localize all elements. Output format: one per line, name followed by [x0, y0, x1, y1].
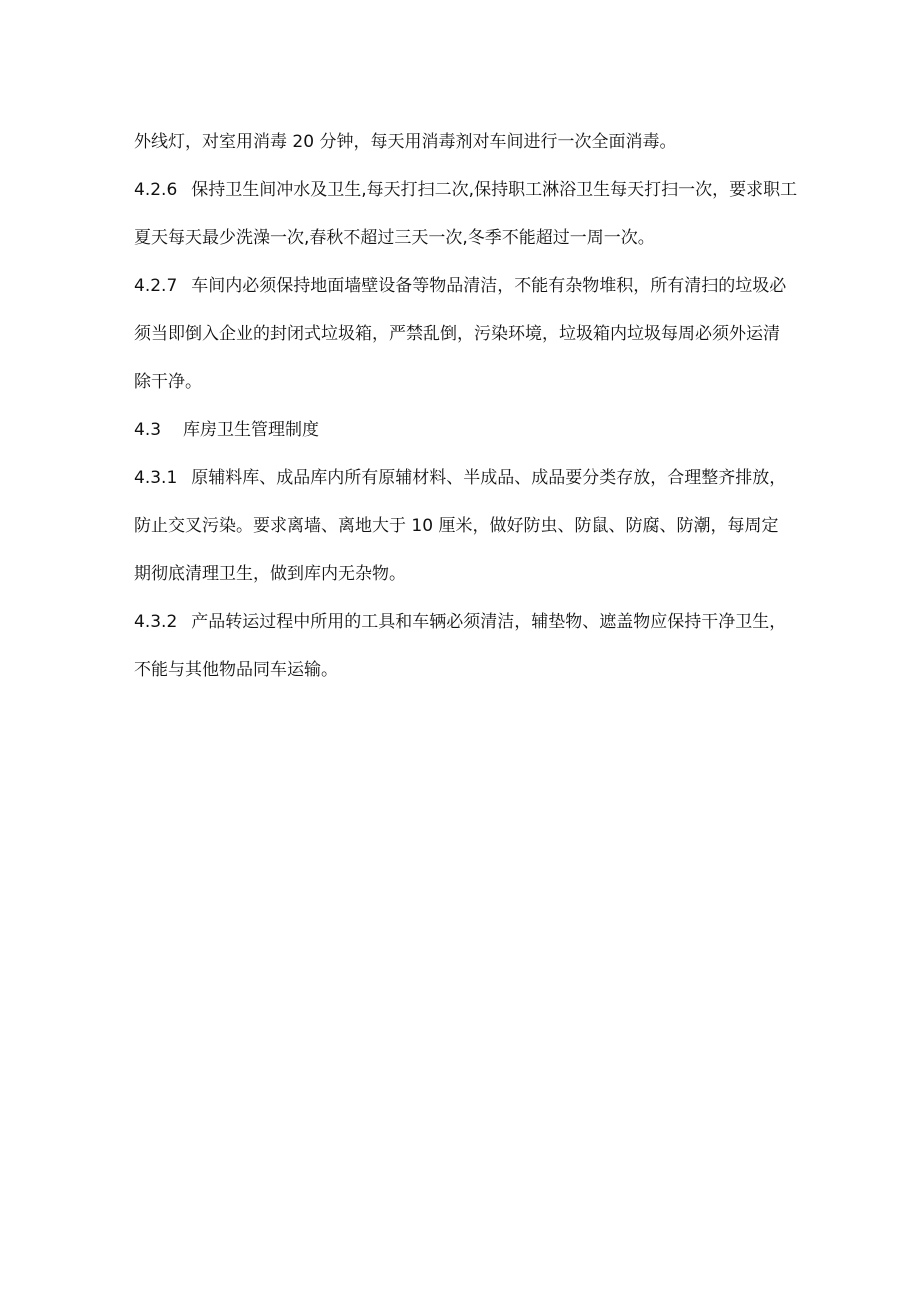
line-text: 期彻底清理卫生，做到库内无杂物。	[134, 564, 406, 584]
section-4-2-7-line-1	[134, 268, 794, 316]
section-4-3-1-line-2	[134, 508, 794, 556]
section-number: 4.2.6	[134, 180, 178, 200]
section-4-3-2-line-1	[134, 604, 794, 652]
line-text: 原辅料库、成品库内所有原辅材料、半成品、成品要分类存放，合理整齐排放，	[191, 468, 787, 488]
paragraph-line	[134, 124, 794, 172]
section-4-3-1-line-3	[134, 556, 794, 604]
section-4-2-6-line-2	[134, 220, 794, 268]
section-4-3-2-line-2	[134, 652, 794, 700]
section-4-3-1-line-1	[134, 460, 794, 508]
section-number: 4.3.2	[134, 612, 178, 632]
line-text: 须当即倒入企业的封闭式垃圾箱，严禁乱倒，污染环境，垃圾箱内垃圾每周必须外运清	[134, 324, 780, 344]
section-4-2-7-line-3	[134, 364, 794, 412]
line-text: 保持卫生间冲水及卫生,每天打扫二次,保持职工淋浴卫生每天打扫一次，要求职工	[191, 180, 798, 200]
section-4-3-heading	[134, 412, 794, 460]
line-text: 外线灯，对室用消毒 20 分钟，每天用消毒剂对车间进行一次全面消毒。	[134, 132, 677, 152]
section-title: 库房卫生管理制度	[183, 420, 320, 440]
line-text: 防止交叉污染。要求离墙、离地大于 10 厘米，做好防虫、防鼠、防腐、防潮，每周定	[134, 516, 779, 536]
line-text: 产品转运过程中所用的工具和车辆必须清洁，辅垫物、遮盖物应保持干净卫生，	[191, 612, 787, 632]
line-text: 车间内必须保持地面墙壁设备等物品清洁，不能有杂物堆积，所有清扫的垃圾必	[191, 276, 787, 296]
section-number: 4.2.7	[134, 276, 178, 296]
section-4-2-7-line-2	[134, 316, 794, 364]
document-body	[134, 124, 798, 700]
section-number: 4.3.1	[134, 468, 178, 488]
section-number: 4.3	[134, 420, 162, 440]
line-text: 夏天每天最少洗澡一次,春秋不超过三天一次,冬季不能超过一周一次。	[134, 228, 655, 248]
section-4-2-6-line-1	[134, 172, 798, 220]
line-text: 除干净。	[134, 372, 202, 392]
line-text: 不能与其他物品同车运输。	[134, 660, 338, 680]
